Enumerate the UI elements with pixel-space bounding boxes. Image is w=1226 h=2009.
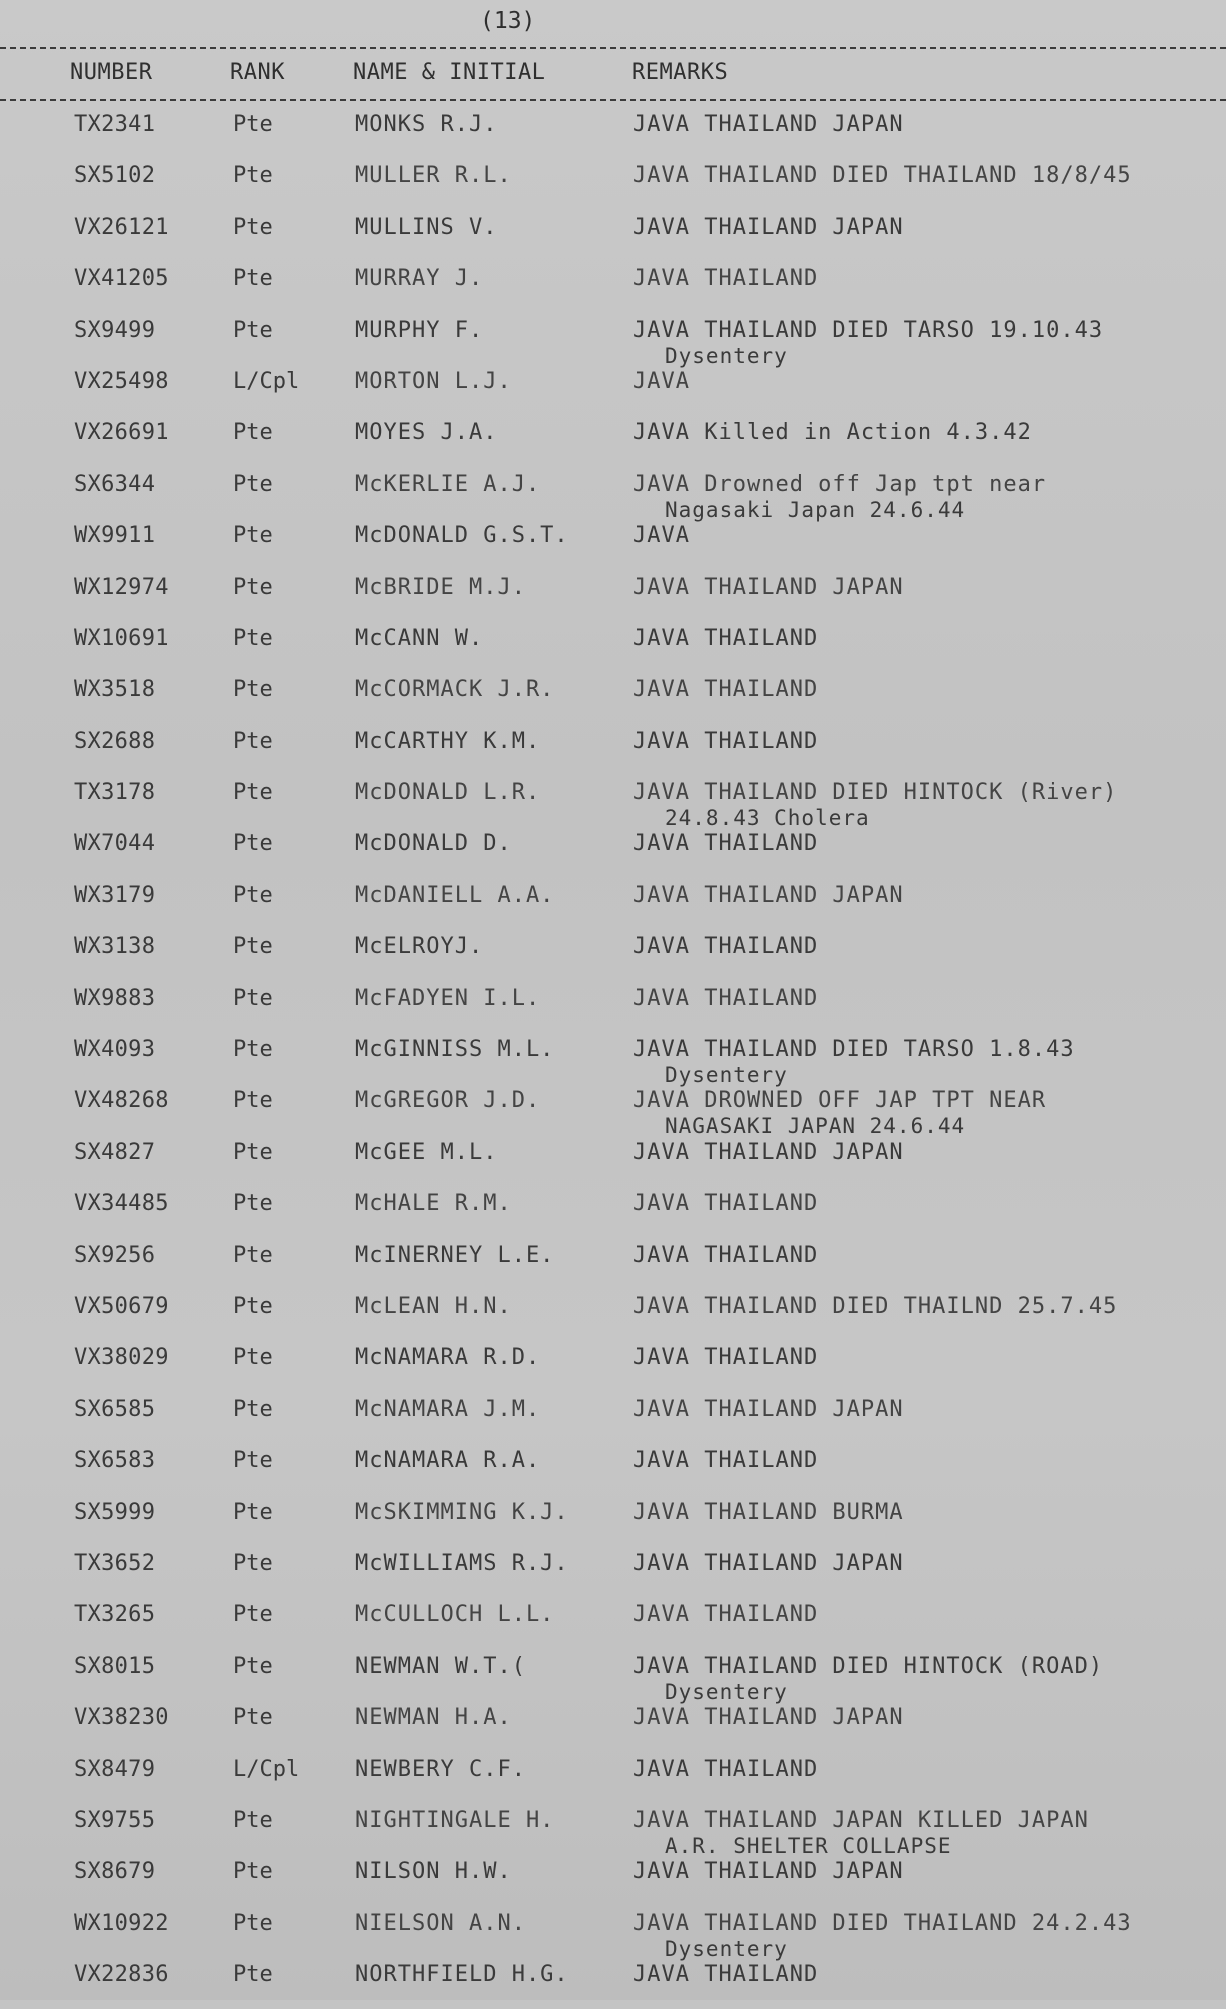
header-rule-top xyxy=(0,47,1226,49)
list-item xyxy=(0,930,1226,981)
rank: Pte xyxy=(233,420,273,446)
list-item xyxy=(0,622,1226,673)
service-number: SX6344 xyxy=(74,471,156,497)
rank: Pte xyxy=(233,1859,273,1885)
remarks: JAVA THAILAND JAPAN xyxy=(633,214,904,240)
rank: Pte xyxy=(233,677,273,703)
column-header-number: NUMBER xyxy=(70,60,153,85)
list-item xyxy=(0,982,1226,1033)
remarks: JAVA THAILAND JAPAN xyxy=(633,1139,904,1165)
service-number: VX50679 xyxy=(74,1293,169,1319)
name-initial: McELROYJ. xyxy=(355,934,484,960)
list-item xyxy=(0,1239,1226,1290)
name-initial: NIGHTINGALE H. xyxy=(355,1807,555,1833)
service-number: VX48268 xyxy=(74,1088,169,1114)
remarks: JAVA THAILAND JAPAN xyxy=(633,574,904,600)
header-rule-bottom xyxy=(0,99,1226,101)
name-initial: McGREGOR J.D. xyxy=(355,1088,541,1114)
remarks: JAVA THAILAND JAPAN xyxy=(633,1396,904,1422)
name-initial: McGEE M.L. xyxy=(355,1139,498,1165)
rank: Pte xyxy=(233,1293,273,1319)
name-initial: McCARTHY K.M. xyxy=(355,728,541,754)
remarks: JAVA THAILAND DIED THAILND 25.7.45 xyxy=(633,1293,1118,1319)
rank: Pte xyxy=(233,985,273,1011)
remarks: JAVA THAILAND JAPAN xyxy=(633,1705,904,1731)
list-item xyxy=(0,725,1226,776)
service-number: WX9883 xyxy=(74,985,156,1011)
remarks: JAVA THAILAND DIED THAILAND 24.2.43 xyxy=(633,1910,1132,1936)
service-number: SX8679 xyxy=(74,1859,156,1885)
remarks: JAVA THAILAND DIED TARSO 19.10.43 xyxy=(633,317,1104,343)
service-number: SX6585 xyxy=(74,1396,156,1422)
list-item xyxy=(0,1033,1226,1088)
remarks: JAVA THAILAND DIED THAILAND 18/8/45 xyxy=(633,163,1132,189)
list-item xyxy=(0,1958,1226,2009)
rank: Pte xyxy=(233,780,273,806)
rank: Pte xyxy=(233,831,273,857)
remarks-continued: Dysentery xyxy=(665,1063,788,1088)
service-number: VX41205 xyxy=(74,266,169,292)
name-initial: McDONALD G.S.T. xyxy=(355,523,569,549)
name-initial: McKERLIE A.J. xyxy=(355,471,541,497)
service-number: SX8015 xyxy=(74,1653,156,1679)
list-item xyxy=(0,1290,1226,1341)
remarks-continued: Nagasaki Japan 24.6.44 xyxy=(665,497,966,522)
column-header-remarks: REMARKS xyxy=(632,60,729,85)
roll-list xyxy=(0,108,1226,2009)
service-number: VX26121 xyxy=(74,214,169,240)
name-initial: McCULLOCH L.L. xyxy=(355,1602,555,1628)
service-number: SX5999 xyxy=(74,1499,156,1525)
service-number: SX9256 xyxy=(74,1242,156,1268)
remarks-continued: Dysentery xyxy=(665,1936,788,1961)
list-item xyxy=(0,1804,1226,1858)
service-number: WX3138 xyxy=(74,934,156,960)
rank: Pte xyxy=(233,1653,273,1679)
list-item xyxy=(0,1136,1226,1187)
column-header-name: NAME & INITIAL xyxy=(353,60,546,85)
rank: Pte xyxy=(233,574,273,600)
list-item xyxy=(0,1907,1226,1961)
name-initial: MOYES J.A. xyxy=(355,420,498,446)
rank: Pte xyxy=(233,1448,273,1474)
column-header-rank: RANK xyxy=(230,60,285,85)
list-item xyxy=(0,1547,1226,1598)
service-number: WX4093 xyxy=(74,1037,156,1063)
remarks: JAVA THAILAND xyxy=(633,1345,819,1371)
name-initial: McWILLIAMS R.J. xyxy=(355,1550,569,1576)
rank: Pte xyxy=(233,1550,273,1576)
list-item xyxy=(0,159,1226,210)
name-initial: McGINNISS M.L. xyxy=(355,1037,555,1063)
rank: Pte xyxy=(233,1037,273,1063)
service-number: VX26691 xyxy=(74,420,169,446)
list-item xyxy=(0,262,1226,313)
remarks: JAVA THAILAND JAPAN xyxy=(633,1859,904,1885)
rank: Pte xyxy=(233,1088,273,1114)
page-number: (13) xyxy=(480,8,536,34)
list-item xyxy=(0,519,1226,570)
remarks: JAVA xyxy=(633,523,690,549)
remarks: JAVA THAILAND xyxy=(633,831,819,857)
name-initial: McDANIELL A.A. xyxy=(355,882,555,908)
service-number: TX3265 xyxy=(74,1602,156,1628)
name-initial: McDONALD L.R. xyxy=(355,780,541,806)
service-number: SX9755 xyxy=(74,1807,156,1833)
name-initial: McNAMARA R.A. xyxy=(355,1448,541,1474)
rank: Pte xyxy=(233,317,273,343)
rank: Pte xyxy=(233,1396,273,1422)
list-item xyxy=(0,211,1226,262)
name-initial: McLEAN H.N. xyxy=(355,1293,512,1319)
rank: Pte xyxy=(233,163,273,189)
list-item xyxy=(0,1187,1226,1238)
service-number: TX2341 xyxy=(74,112,156,137)
name-initial: McCANN W. xyxy=(355,625,484,651)
rank: Pte xyxy=(233,1499,273,1525)
service-number: WX3518 xyxy=(74,677,156,703)
remarks: JAVA THAILAND xyxy=(633,1191,819,1217)
service-number: WX9911 xyxy=(74,523,156,549)
remarks-continued: NAGASAKI JAPAN 24.6.44 xyxy=(665,1114,966,1139)
service-number: VX38230 xyxy=(74,1705,169,1731)
service-number: SX8479 xyxy=(74,1756,156,1782)
service-number: SX6583 xyxy=(74,1448,156,1474)
name-initial: McNAMARA J.M. xyxy=(355,1396,541,1422)
list-item xyxy=(0,1084,1226,1139)
remarks: JAVA THAILAND JAPAN xyxy=(633,1550,904,1576)
remarks: JAVA THAILAND xyxy=(633,985,819,1011)
rank: Pte xyxy=(233,1242,273,1268)
list-item xyxy=(0,314,1226,368)
rank: Pte xyxy=(233,625,273,651)
service-number: SX2688 xyxy=(74,728,156,754)
list-item xyxy=(0,1444,1226,1495)
rank: Pte xyxy=(233,1191,273,1217)
name-initial: McHALE R.M. xyxy=(355,1191,512,1217)
remarks: JAVA THAILAND xyxy=(633,625,819,651)
name-initial: MURPHY F. xyxy=(355,317,484,343)
remarks: JAVA THAILAND xyxy=(633,1962,819,1988)
remarks: JAVA THAILAND DIED TARSO 1.8.43 xyxy=(633,1037,1075,1063)
remarks: JAVA THAILAND DIED HINTOCK (ROAD) xyxy=(633,1653,1104,1679)
column-header-row xyxy=(0,60,1226,90)
rank: Pte xyxy=(233,882,273,908)
remarks: JAVA THAILAND DIED HINTOCK (River) xyxy=(633,780,1118,806)
remarks: JAVA THAILAND xyxy=(633,1448,819,1474)
name-initial: NIELSON A.N. xyxy=(355,1910,526,1936)
service-number: VX38029 xyxy=(74,1345,169,1371)
rank: Pte xyxy=(233,1910,273,1936)
service-number: SX4827 xyxy=(74,1139,156,1165)
rank: Pte xyxy=(233,266,273,292)
remarks: JAVA THAILAND JAPAN KILLED JAPAN xyxy=(633,1807,1089,1833)
service-number: WX10691 xyxy=(74,625,169,651)
list-item xyxy=(0,1753,1226,1804)
remarks: JAVA Drowned off Jap tpt near xyxy=(633,471,1047,497)
list-item xyxy=(0,108,1226,159)
list-item xyxy=(0,776,1226,831)
list-item xyxy=(0,365,1226,416)
rank: Pte xyxy=(233,214,273,240)
list-item xyxy=(0,416,1226,467)
rank: L/Cpl xyxy=(233,1756,300,1782)
list-item xyxy=(0,468,1226,522)
rank: Pte xyxy=(233,1705,273,1731)
name-initial: NEWMAN H.A. xyxy=(355,1705,512,1731)
list-item xyxy=(0,1393,1226,1444)
remarks-continued: 24.8.43 Cholera xyxy=(665,806,870,831)
remarks: JAVA THAILAND xyxy=(633,677,819,703)
rank: Pte xyxy=(233,1345,273,1371)
name-initial: NORTHFIELD H.G. xyxy=(355,1962,569,1988)
service-number: WX10922 xyxy=(74,1910,169,1936)
name-initial: McNAMARA R.D. xyxy=(355,1345,541,1371)
name-initial: MONKS R.J. xyxy=(355,112,498,137)
name-initial: MURRAY J. xyxy=(355,266,484,292)
name-initial: McSKIMMING K.J. xyxy=(355,1499,569,1525)
remarks: JAVA THAILAND xyxy=(633,1756,819,1782)
name-initial: McDONALD D. xyxy=(355,831,512,857)
list-item xyxy=(0,1855,1226,1906)
name-initial: NEWBERY C.F. xyxy=(355,1756,526,1782)
remarks: JAVA THAILAND BURMA xyxy=(633,1499,904,1525)
service-number: TX3652 xyxy=(74,1550,156,1576)
remarks: JAVA DROWNED OFF JAP TPT NEAR xyxy=(633,1088,1047,1114)
list-item xyxy=(0,1496,1226,1547)
rank: Pte xyxy=(233,1962,273,1988)
list-item xyxy=(0,1650,1226,1704)
remarks-continued: A.R. SHELTER COLLAPSE xyxy=(665,1833,952,1858)
remarks: JAVA THAILAND JAPAN xyxy=(633,112,904,137)
list-item xyxy=(0,827,1226,878)
remarks-continued: Dysentery xyxy=(665,343,788,368)
name-initial: NILSON H.W. xyxy=(355,1859,512,1885)
name-initial: McFADYEN I.L. xyxy=(355,985,541,1011)
list-item xyxy=(0,879,1226,930)
list-item xyxy=(0,1701,1226,1752)
list-item xyxy=(0,1598,1226,1649)
remarks: JAVA THAILAND JAPAN xyxy=(633,882,904,908)
rank: Pte xyxy=(233,523,273,549)
remarks: JAVA THAILAND xyxy=(633,728,819,754)
remarks: JAVA THAILAND xyxy=(633,1242,819,1268)
rank: Pte xyxy=(233,934,273,960)
service-number: SX5102 xyxy=(74,163,156,189)
remarks-continued: Dysentery xyxy=(665,1679,788,1704)
name-initial: MULLER R.L. xyxy=(355,163,512,189)
rank: Pte xyxy=(233,728,273,754)
remarks: JAVA THAILAND xyxy=(633,266,819,292)
rank: Pte xyxy=(233,1602,273,1628)
remarks: JAVA xyxy=(633,368,690,394)
service-number: WX7044 xyxy=(74,831,156,857)
rank: Pte xyxy=(233,1139,273,1165)
service-number: TX3178 xyxy=(74,780,156,806)
service-number: VX22836 xyxy=(74,1962,169,1988)
service-number: VX34485 xyxy=(74,1191,169,1217)
list-item xyxy=(0,571,1226,622)
name-initial: MORTON L.J. xyxy=(355,368,512,394)
service-number: WX12974 xyxy=(74,574,169,600)
remarks: JAVA THAILAND xyxy=(633,934,819,960)
remarks: JAVA Killed in Action 4.3.42 xyxy=(633,420,1032,446)
remarks: JAVA THAILAND xyxy=(633,1602,819,1628)
name-initial: MULLINS V. xyxy=(355,214,498,240)
service-number: SX9499 xyxy=(74,317,156,343)
service-number: WX3179 xyxy=(74,882,156,908)
list-item xyxy=(0,1341,1226,1392)
name-initial: NEWMAN W.T.( xyxy=(355,1653,526,1679)
rank: L/Cpl xyxy=(233,368,300,394)
rank: Pte xyxy=(233,112,273,137)
name-initial: McCORMACK J.R. xyxy=(355,677,555,703)
service-number: VX25498 xyxy=(74,368,169,394)
name-initial: McBRIDE M.J. xyxy=(355,574,526,600)
name-initial: McINERNEY L.E. xyxy=(355,1242,555,1268)
rank: Pte xyxy=(233,471,273,497)
list-item xyxy=(0,673,1226,724)
rank: Pte xyxy=(233,1807,273,1833)
